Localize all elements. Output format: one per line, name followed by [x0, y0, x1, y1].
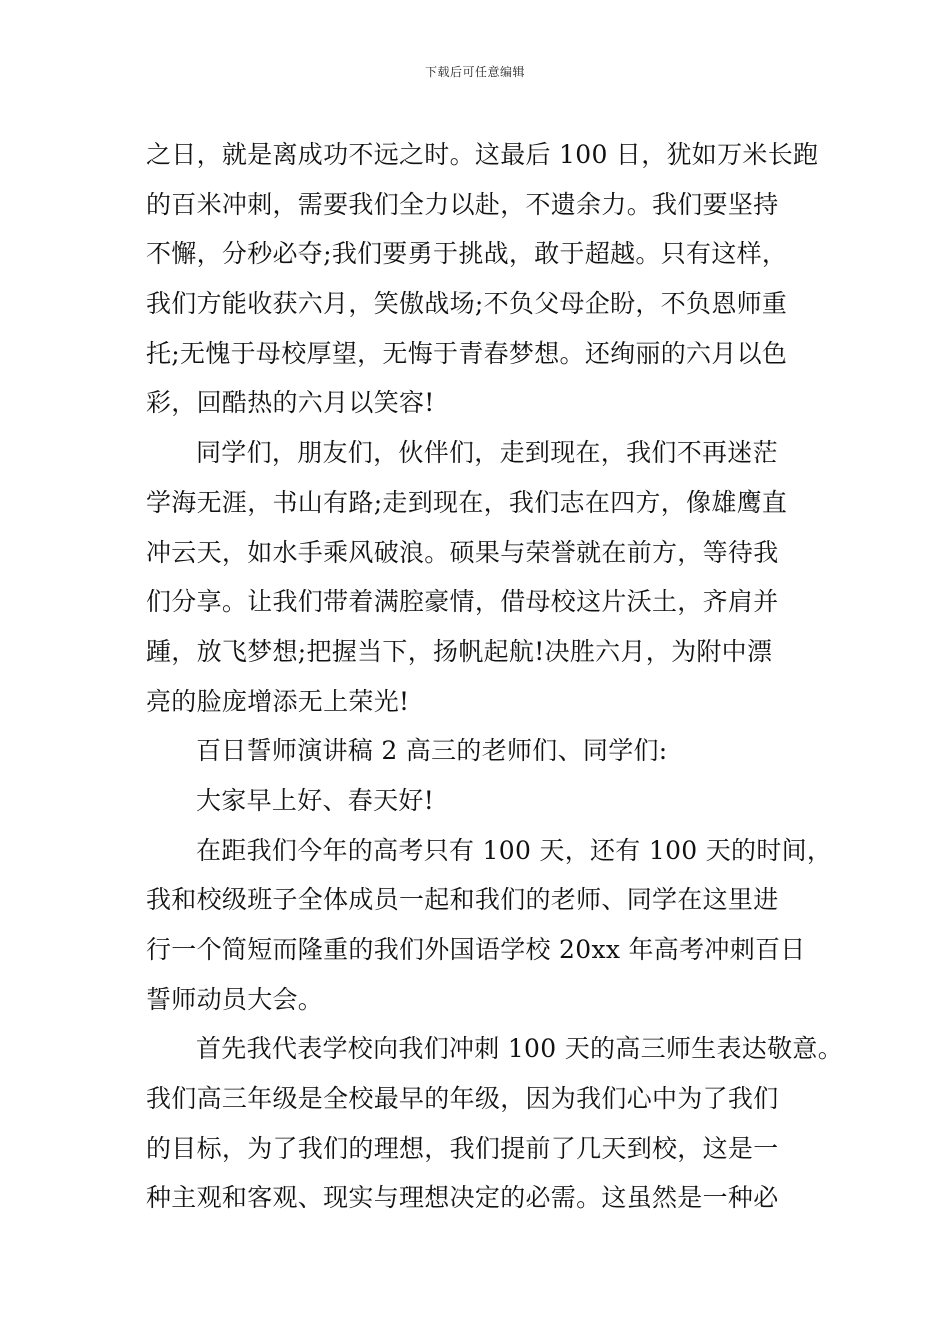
paragraph-start-line: 在距我们今年的高考只有 100 天，还有 100 天的时间，	[196, 835, 833, 865]
text-line: 的百米冲刺，需要我们全力以赴，不遗余力。我们要坚持	[146, 189, 779, 219]
text-line: 我们方能收获六月，笑傲战场;不负父母企盼，不负恩师重	[146, 289, 788, 319]
text-line: 之日，就是离成功不远之时。这最后 100 日，犹如万米长跑	[146, 140, 819, 169]
text-line: 行一个简短而隆重的我们外国语学校 20xx 年高考冲刺百日	[146, 935, 806, 964]
body-text	[146, 130, 844, 1223]
text-line: 们分享。让我们带着满腔豪情，借母校这片沃土，齐肩并	[146, 587, 779, 617]
text-line: 学海无涯，书山有路;走到现在，我们志在四方，像雄鹰直	[146, 487, 788, 517]
text-line: 彩，回酷热的六月以笑容!	[146, 388, 435, 418]
text-line: 种主观和客观、现实与理想决定的必需。这虽然是一种必	[146, 1183, 779, 1213]
page-header: 下载后可任意编辑	[424, 65, 525, 79]
paragraph-start-line: 同学们，朋友们，伙伴们，走到现在，我们不再迷茫	[196, 438, 778, 468]
text-line: 不懈，分秒必夺;我们要勇于挑战，敢于超越。只有这样，	[146, 239, 788, 269]
text-line: 我和校级班子全体成员一起和我们的老师、同学在这里进	[146, 885, 779, 915]
text-line: 冲云天，如水手乘风破浪。硕果与荣誉就在前方，等待我	[146, 537, 779, 567]
text-line: 踵，放飞梦想;把握当下，扬帆起航!决胜六月，为附中漂	[146, 636, 773, 666]
text-line: 我们高三年级是全校最早的年级，因为我们心中为了我们	[146, 1084, 779, 1114]
greeting-line: 大家早上好、春天好!	[196, 785, 435, 815]
section-title-line: 百日誓师演讲稿 2 高三的老师们、同学们:	[196, 736, 668, 766]
text-line: 亮的脸庞增添无上荣光!	[146, 686, 410, 716]
text-line: 誓师动员大会。	[146, 984, 324, 1014]
text-line: 的目标，为了我们的理想，我们提前了几天到校，这是一	[146, 1133, 779, 1163]
paragraph-start-line: 首先我代表学校向我们冲刺 100 天的高三师生表达敬意。	[196, 1034, 844, 1064]
text-line: 托;无愧于母校厚望，无悔于青春梦想。还绚丽的六月以色	[146, 338, 788, 368]
